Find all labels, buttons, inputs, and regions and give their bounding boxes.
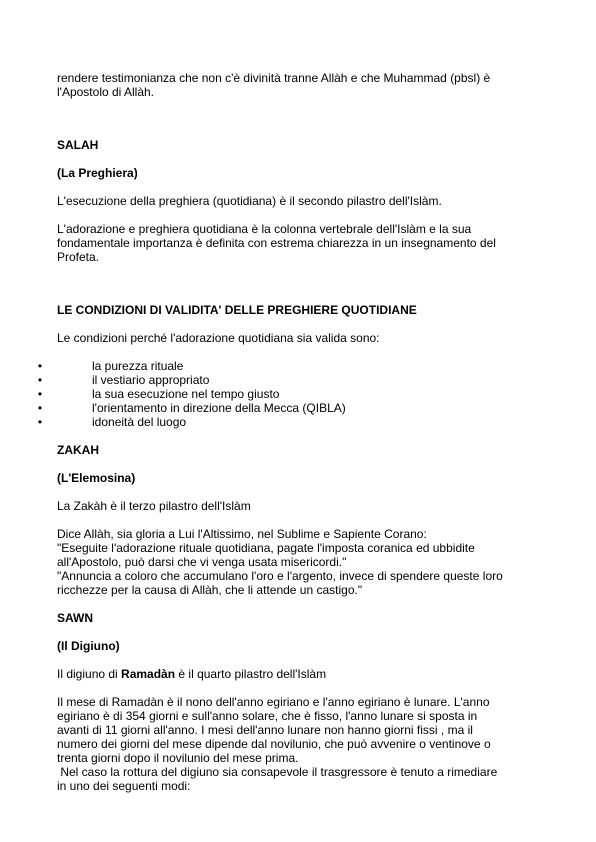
paragraph-text: Il digiuno di [57, 667, 122, 681]
section-heading-sawn: SAWN [57, 611, 93, 625]
intro-line: rendere testimonianza che non c'è divinità tranne Allàh e che Muhammad (pbsl) è [57, 71, 491, 85]
conditions-list [37, 359, 562, 429]
section-heading-zakah: ZAKAH [57, 443, 99, 457]
paragraph-line: numero dei giorni del mese dipende dal novilunio, che può avvenire o ventinove o [57, 737, 491, 751]
paragraph-line: fondamentale importanza è definita con estrema chiarezza in un insegnamento del [57, 236, 496, 250]
list-item [37, 387, 562, 401]
paragraph: Le condizioni perché l'adorazione quotidiana sia valida sono: [57, 331, 380, 345]
paragraph [57, 667, 562, 681]
list-item-label: idoneità del luogo [92, 415, 187, 429]
document-page [37, 71, 562, 793]
bullet-icon: • [37, 387, 43, 401]
paragraph-line: trenta giorni dopo il novilunio del mese prima. [57, 751, 299, 765]
intro-line: l'Apostolo di Allàh. [57, 85, 155, 99]
list-item [37, 401, 562, 415]
section-heading-salah: SALAH [57, 138, 99, 152]
paragraph-line: Profeta. [57, 250, 100, 264]
paragraph-line: all'Apostolo, può darsi che vi venga usata misericordi." [57, 555, 347, 569]
list-item [37, 373, 562, 387]
paragraph-line: Dice Allàh, sia gloria a Lui l'Altissimo, nel Sublime e Sapiente Corano: [57, 527, 427, 541]
paragraph-line: egiriano è di 354 giorni e sull'anno solare, che è fisso, l'anno lunare si sposta in [57, 709, 478, 723]
paragraph-line: Nel caso la rottura del digiuno sia consapevole il trasgressore è tenuto a rimediare [57, 765, 498, 779]
paragraph-line: "Eseguite l'adorazione rituale quotidiana, pagate l'imposta coranica ed ubbidite [57, 541, 475, 555]
paragraph: L'esecuzione della preghiera (quotidiana) è il secondo pilastro dell'Islàm. [57, 194, 442, 208]
paragraph-line: in uno dei seguenti modi: [57, 779, 191, 793]
list-item-label: l'orientamento in direzione della Mecca (QIBLA) [92, 401, 346, 415]
list-item-label: la sua esecuzione nel tempo giusto [92, 387, 280, 401]
list-item-label: il vestiario appropriato [92, 373, 210, 387]
paragraph-line: L'adorazione e preghiera quotidiana è la colonna vertebrale dell'Islàm e la sua [57, 222, 472, 236]
paragraph: La Zakàh è il terzo pilastro dell'Islàm [57, 499, 251, 513]
paragraph-line: "Annuncia a coloro che accumulano l'oro e l'argento, invece di spendere queste loro [57, 569, 503, 583]
bullet-icon: • [37, 373, 43, 387]
paragraph-line: Il mese di Ramadàn è il nono dell'anno egiriano e l'anno egiriano è lunare. L'anno [57, 695, 490, 709]
section-subheading-zakah: (L'Elemosina) [57, 471, 136, 485]
section-subheading-salah: (La Preghiera) [57, 166, 138, 180]
paragraph-text: è il quarto pilastro dell'Islàm [175, 667, 327, 681]
section-heading-condizioni: LE CONDIZIONI DI VALIDITA' DELLE PREGHIERE QUOTIDIANE [57, 303, 417, 317]
ramadan-emphasis: Ramadàn [121, 667, 176, 681]
list-item [37, 415, 562, 429]
paragraph-line: ricchezze per la causa di Allàh, che li attende un castigo." [57, 583, 363, 597]
section-subheading-sawn: (Il Digiuno) [57, 639, 120, 653]
list-item-label: la purezza rituale [92, 359, 184, 373]
paragraph-line: avanti di 11 giorni all'anno. I mesi dell'anno lunare non hanno giorni fissi , ma il [57, 723, 473, 737]
bullet-icon: • [37, 401, 43, 415]
bullet-icon: • [37, 415, 43, 429]
list-item [37, 359, 562, 373]
bullet-icon: • [37, 359, 43, 373]
